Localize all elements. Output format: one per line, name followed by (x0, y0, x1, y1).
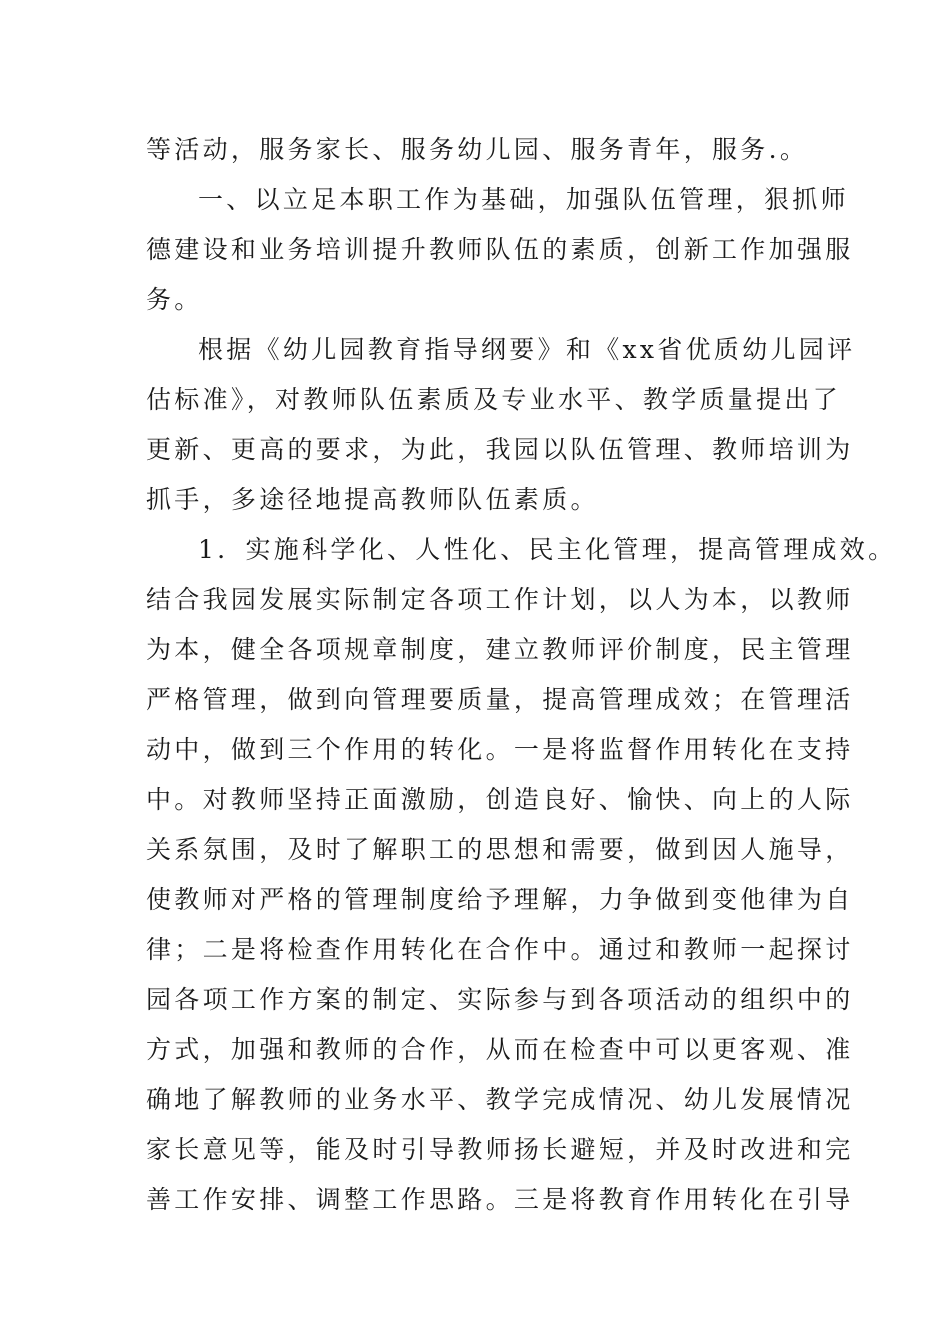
text-line: 使教师对严格的管理制度给予理解，力争做到变他律为自 (146, 885, 854, 914)
text-line: 严格管理，做到向管理要质量，提高管理成效；在管理活 (146, 685, 854, 714)
text-line: 结合我园发展实际制定各项工作计划，以人为本，以教师 (146, 585, 854, 614)
text-line: 关系氛围，及时了解职工的思想和需要，做到因人施导， (146, 835, 854, 864)
text-line: 确地了解教师的业务水平、教学完成情况、幼儿发展情况 (146, 1085, 854, 1114)
text-line: 根据《幼儿园教育指导纲要》和《xx省优质幼儿园评 (198, 335, 856, 364)
text-line: 方式，加强和教师的合作，从而在检查中可以更客观、准 (146, 1035, 854, 1064)
text-line: 善工作安排、调整工作思路。三是将教育作用转化在引导 (146, 1185, 854, 1214)
text-line: 抓手，多途径地提高教师队伍素质。 (146, 485, 599, 514)
text-line: 务。 (146, 285, 203, 314)
text-line: 为本，健全各项规章制度，建立教师评价制度，民主管理 (146, 635, 854, 664)
text-line: 家长意见等，能及时引导教师扬长避短，并及时改进和完 (146, 1135, 854, 1164)
text-line: 律；二是将检查作用转化在合作中。通过和教师一起探讨 (146, 935, 854, 964)
text-line: 估标准》，对教师队伍素质及专业水平、教学质量提出了 (146, 385, 842, 414)
text-line: 中。对教师坚持正面激励，创造良好、愉快、向上的人际 (146, 785, 854, 814)
text-line: 园各项工作方案的制定、实际参与到各项活动的组织中的 (146, 985, 854, 1014)
text-line: 动中，做到三个作用的转化。一是将监督作用转化在支持 (146, 735, 854, 764)
text-line: 更新、更高的要求，为此，我园以队伍管理、教师培训为 (146, 435, 854, 464)
text-line: 等活动，服务家长、服务幼儿园、服务青年，服务.。 (146, 135, 809, 164)
text-line: 一、以立足本职工作为基础，加强队伍管理，狠抓师 (198, 185, 849, 214)
text-line: 德建设和业务培训提升教师队伍的素质，创新工作加强服 (146, 235, 854, 264)
text-line: 1．实施科学化、人性化、民主化管理，提高管理成效。 (198, 535, 897, 564)
